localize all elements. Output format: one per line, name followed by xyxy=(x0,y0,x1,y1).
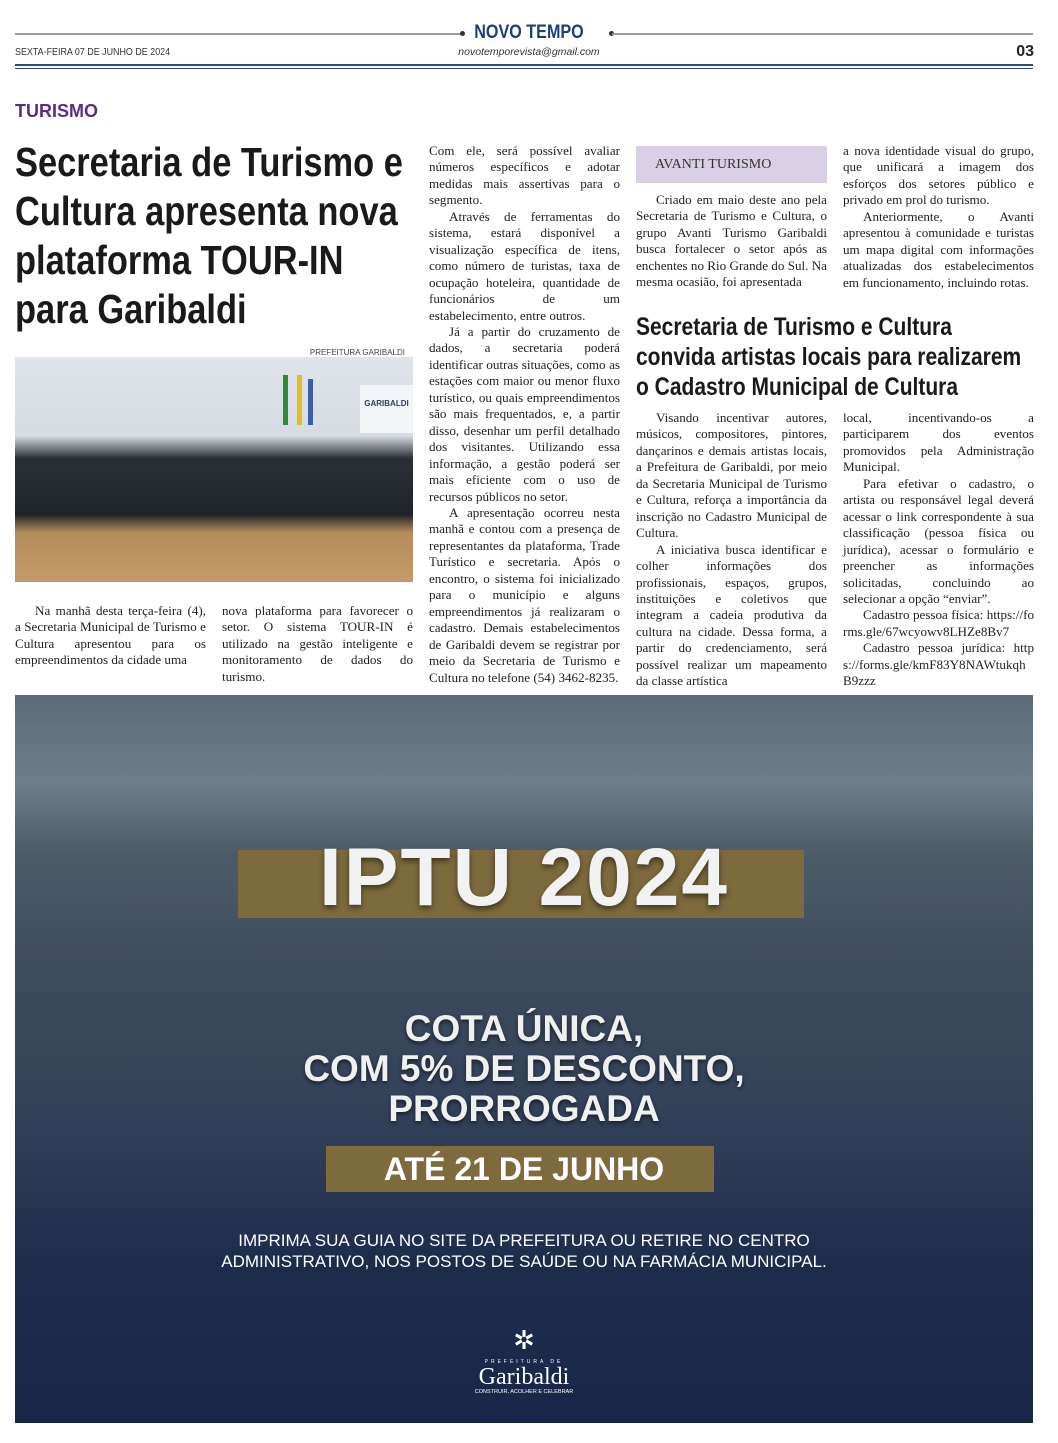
photo-flag xyxy=(283,375,288,425)
section-label: TURISMO xyxy=(15,101,98,121)
article1-column-2: nova plataforma para favorecer o setor. O sistema TOUR-IN é utilizado na gestão inteligente e monitoramento de dados do turismo. xyxy=(222,603,413,684)
photo-flag xyxy=(297,375,302,425)
sidebar-column-2: a nova identidade visual do grupo, que unificará a imagem dos esforços dos setores público e privado em prol do turismo. Anteriormente, o Avanti apresentou à comunidade e turistas um mapa digital com informações atualizadas dos estabelecimentos em funcionamento, incluindo rotas. xyxy=(843,143,1034,290)
photo-wall-sign: GARIBALDI xyxy=(360,385,413,433)
article2-column-1: Visando incentivar autores, músicos, compositores, pintores, dançarinos e demais artistas locais, a Prefeitura de Garibaldi, por meio da Secretaria Municipal de Turismo e Cultura, reforça a importância da inscrição no Cadastro Municipal de Cultura. A iniciativa busca identificar e colher informações dos profissionais, espaços, grupos, instituições e coletivos que integram a cadeia produtiva da cultura na cidade. Dessa forma, a partir do credenciamento, será possível realizar um mapeamento da classe artística xyxy=(636,410,827,689)
ad-deadline: ATÉ 21 DE JUNHO xyxy=(383,1151,665,1187)
newspaper-email[interactable]: novotemporevista@gmail.com xyxy=(458,46,600,58)
ad-offer: COTA ÚNICA, COM 5% DE DESCONTO, PRORROGADA xyxy=(303,1008,745,1129)
sidebar-column-1: Criado em maio deste ano pela Secretaria de Turismo e Cultura, o grupo Avanti Turismo Garibaldi busca fortalecer o setor após as enchentes no Rio Grande do Sul. Na mesma ocasião, foi apresentada xyxy=(636,192,827,290)
ad-info: IMPRIMA SUA GUIA NO SITE DA PREFEITURA OU RETIRE NO CENTRO ADMINISTRATIVO, NOS POSTOS DE SAÚDE OU NA FARMÁCIA MUNICIPAL. xyxy=(221,1231,827,1271)
header-divider xyxy=(15,64,1033,69)
ad-title: IPTU 2024 xyxy=(319,832,729,923)
page-number: 03 xyxy=(1016,43,1034,60)
article1-column-1: Na manhã desta terça-feira (4), a Secretaria Municipal de Turismo e Cultura apresentou para os empreendimentos da cidade uma xyxy=(15,603,206,668)
article-headline: Secretaria de Turismo e Cultura apresenta nova plataforma TOUR-IN para Garibaldi xyxy=(15,139,403,332)
issue-date: SEXTA-FEIRA 07 DE JUNHO DE 2024 xyxy=(15,46,171,58)
photo-credit: PREFEITURA GARIBALDI xyxy=(309,348,405,357)
link-pessoa-juridica[interactable]: Cadastro pessoa jurídica: https://forms.gle/kmF83Y8NAWtukqhB9zzz xyxy=(843,640,1034,689)
link-pessoa-fisica[interactable]: Cadastro pessoa física: https://forms.gle/67wcyowv8LHZe8Bv7 xyxy=(843,607,1034,639)
iptu-advertisement xyxy=(15,695,1033,1423)
sidebar-title-box: AVANTI TURISMO xyxy=(636,146,827,183)
newspaper-title: NOVO TEMPO xyxy=(474,22,584,43)
article-photo xyxy=(15,357,413,582)
article2-column-2: local, incentivando-os a participarem dos eventos promovidos pela Administração Municipal. Para efetivar o cadastro, o artista ou responsável legal deverá acessar o link correspondente à sua classificação (pessoa física ou jurídica), acessar o formulário e preencher as informações solicitadas, concluindo ao selecionar a opção “enviar”. Cadastro pessoa física: https://forms.gle/67wcyowv8LHZe8Bv7 Cadastro pessoa jurídica: https://forms.gle/kmF83Y8NAWtukqhB9zzz xyxy=(843,410,1034,689)
article1-column-3: Com ele, será possível avaliar números específicos e adotar medidas mais assertivas para o segmento. Através de ferramentas do sistema, estará disponível a visualização específica de itens, como número de turistas, taxa de ocupação hoteleira, quantidade de funcionários de um estabelecimento, entre outros. Já a partir do cruzamento de dados, a secretaria poderá identificar outras situações, como as estações com maior ou menor fluxo turístico, ou quais empreendimentos são mais frequentados, e, a partir disso, desenhar um perfil detalhado dos visitantes. Utilizando essa informação, a gestão poderá ser mais eficiente com o uso de recursos públicos no setor. A apresentação ocorreu nesta manhã e contou com a presença de representantes da plataforma, Trade Turístico e secretaria. Após o encontro, o sistema foi inicializado para o município e alguns empreendimentos já realizaram o cadastro. Demais estabelecimentos de Garibaldi devem se registrar por meio da Secretaria de Turismo e Cultura no telefone (54) 3462-8235. xyxy=(429,143,620,685)
photo-flag xyxy=(308,379,313,425)
article2-headline: Secretaria de Turismo e Cultura convida artistas locais para realizarem o Cadastro Municipal de Cultura xyxy=(636,313,1022,401)
prefeitura-logo: ✲ PREFEITURA DE Garibaldi CONSTRUIR, ACOLHER E CELEBRAR xyxy=(15,1327,1033,1395)
logo-mark-icon: ✲ xyxy=(513,1326,535,1355)
